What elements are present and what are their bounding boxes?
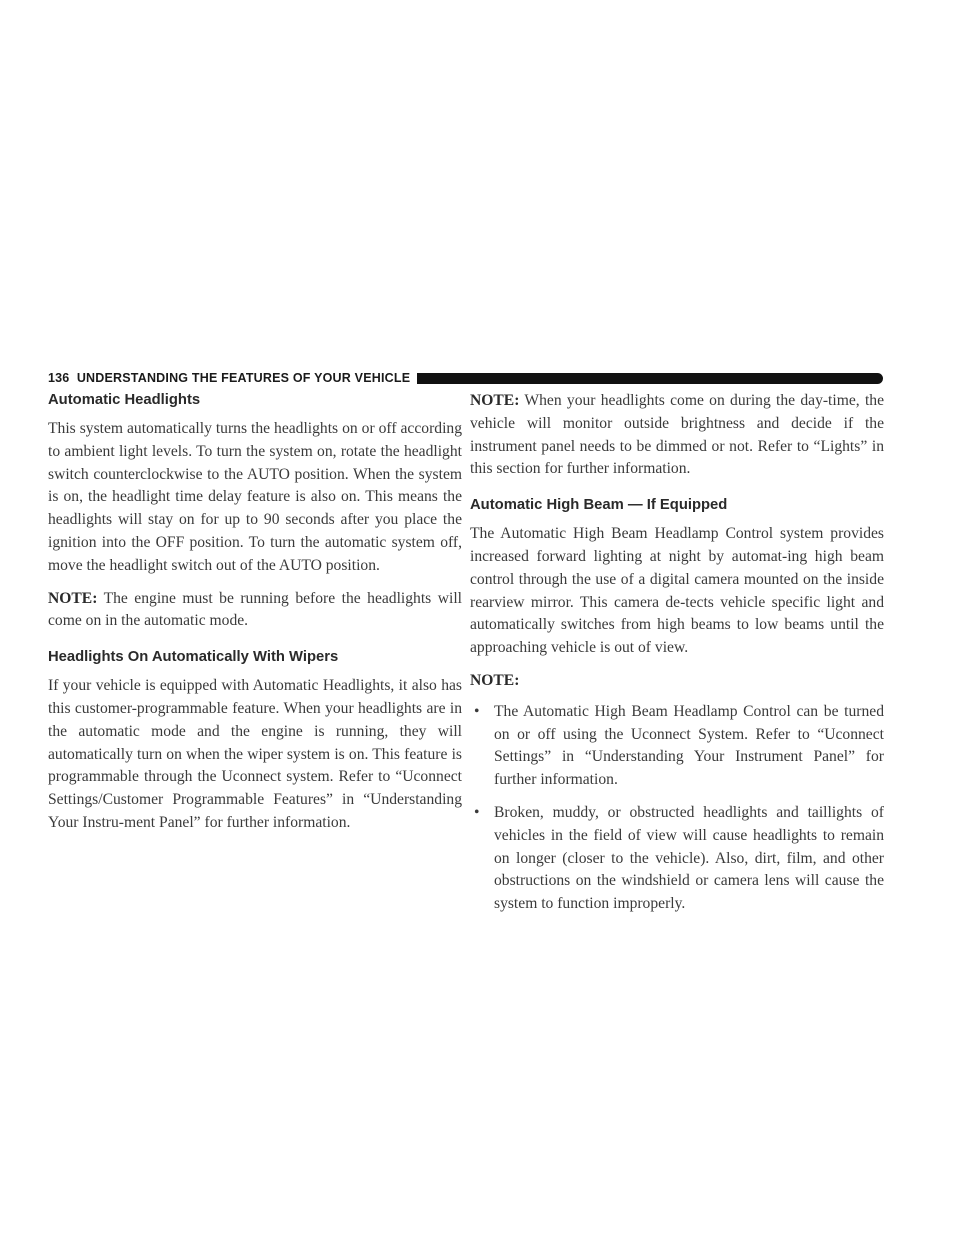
paragraph-automatic-high-beam: The Automatic High Beam Headlamp Control system provides increased forward lighting at night by automat-ing high beam control through the use of a digital camera mounted on the inside rearview mirror. This camera de-tects vehicle specific light and automatically switches from high beams to low beams until the approaching vehicle is out of view. <box>470 525 884 657</box>
page-header <box>48 371 883 385</box>
section-title: UNDERSTANDING THE FEATURES OF YOUR VEHICLE <box>76 371 411 385</box>
list-item <box>470 701 884 792</box>
heading-automatic-headlights: Automatic Headlights <box>48 392 201 408</box>
note-label-high-beam <box>470 670 884 693</box>
paragraph-automatic-headlights: This system automatically turns the headlights on or off according to ambient light levels. To turn the system on, rotate the headlight switch counterclockwise to the AUTO position. When the system is on, the headlight time delay feature is also on. This means the headlights will stay on for up to 90 seconds after you place the ignition into the OFF position. To turn the automatic system off, move the headlight switch out of the AUTO position. <box>48 420 462 574</box>
bullet-symbol: • <box>474 702 480 720</box>
note-label: NOTE: <box>48 589 98 607</box>
note-label: NOTE: <box>470 671 520 689</box>
note-bullet-list <box>470 701 884 916</box>
note-daytime-headlights <box>470 390 884 481</box>
note-label: NOTE: <box>470 392 520 409</box>
left-column <box>48 390 462 845</box>
bullet-symbol: • <box>474 803 480 821</box>
bullet-text: The Automatic High Beam Headlamp Control can be turned on or off using the Uconnect System. Refer to “Uconnect Settings” in “Understanding Your Instrument Panel” for further information. <box>494 702 884 789</box>
paragraph-headlights-with-wipers: If your vehicle is equipped with Automatic Headlights, it also has this customer-programmable feature. When your headlights are in the automatic mode and the engine is running, they will automatically turn on when the wiper system is on. This feature is programmable through the Uconnect system. Refer to “Uconnect Settings/Customer Programmable Features” in “Understanding Your Instru-ment Panel” for further information. <box>48 677 462 831</box>
heading-headlights-with-wipers: Headlights On Automatically With Wipers <box>48 649 339 666</box>
page-number: 136 <box>48 371 70 385</box>
note-automatic-headlights <box>48 588 462 634</box>
bullet-text: Broken, muddy, or obstructed headlights and taillights of vehicles in the field of view will cause headlights to remain on longer (closer to the vehicle). Also, dirt, film, and other obstructions on the windshield or camera lens will cause the system to function improperly. <box>494 803 884 913</box>
heading-automatic-high-beam: Automatic High Beam — If Equipped <box>470 497 728 514</box>
list-item <box>470 802 884 916</box>
note-text: The engine must be running before the headlights will come on in the automatic mode. <box>48 589 462 630</box>
note-text: When your headlights come on during the day-time, the vehicle will monitor outside brightness and decide if the instrument panel needs to be dimmed or not. Refer to “Lights” in this section for further information. <box>470 392 884 478</box>
right-column <box>470 390 884 926</box>
header-rule <box>417 373 883 384</box>
page-header-text <box>48 371 417 385</box>
